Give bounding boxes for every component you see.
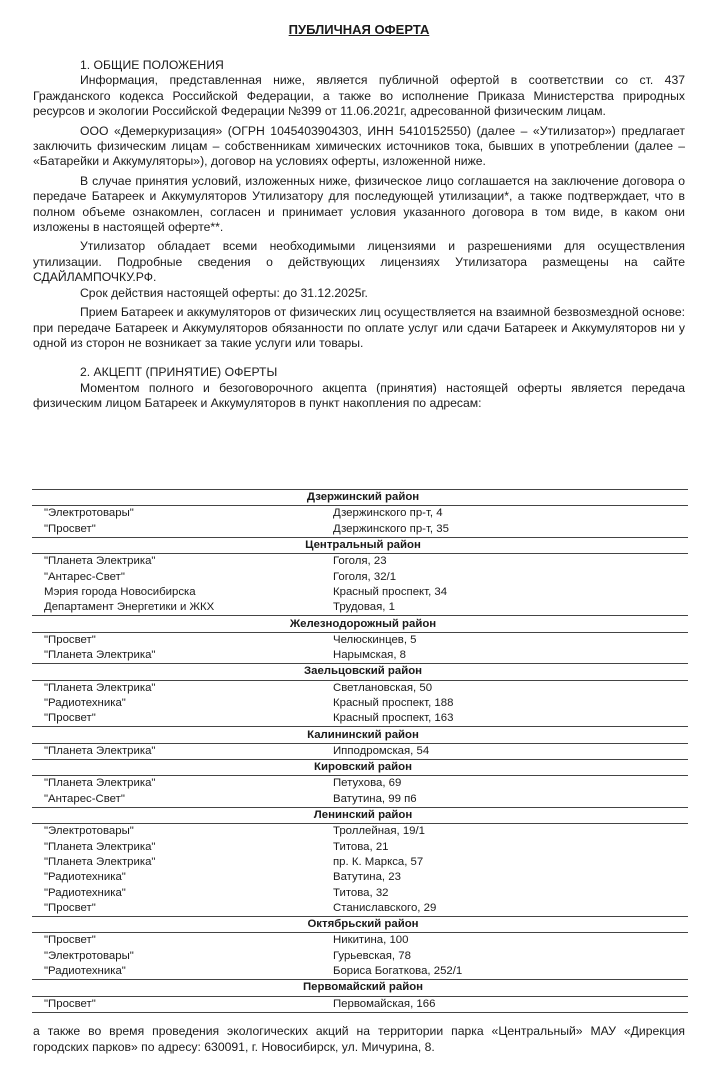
store-name: "Планета Электрика" bbox=[44, 681, 156, 694]
store-address: Гоголя, 32/1 bbox=[333, 570, 397, 583]
collection-point-row bbox=[32, 743, 688, 759]
store-name: "Электротовары" bbox=[44, 825, 134, 838]
district-name: Октябрьский район bbox=[32, 917, 688, 933]
district-row bbox=[32, 727, 688, 743]
collection-point-row bbox=[32, 554, 688, 570]
document-title: ПУБЛИЧНАЯ ОФЕРТА bbox=[288, 22, 430, 37]
store-address: пр. К. Маркса, 57 bbox=[333, 855, 424, 868]
store-address: Гоголя, 23 bbox=[333, 555, 387, 568]
collection-point-row bbox=[32, 696, 688, 711]
store-address: Челюскинцев, 5 bbox=[333, 633, 417, 646]
collection-point-row bbox=[32, 600, 688, 616]
store-address: Ватутина, 99 п6 bbox=[327, 792, 688, 808]
store-name: Мэрия города Новосибирска bbox=[44, 585, 196, 598]
section-1-heading: 1. ОБЩИЕ ПОЛОЖЕНИЯ bbox=[80, 58, 224, 72]
collection-point-row bbox=[32, 776, 688, 792]
collection-point-row bbox=[32, 855, 688, 870]
store-name: "Планета Электрика" bbox=[44, 777, 156, 790]
store-name: "Планета Электрика" bbox=[44, 855, 156, 868]
collection-point-row bbox=[32, 901, 688, 917]
section-1-paragraph: Утилизатор обладает всеми необходимыми лицензиями и разрешениями для осуществления утилизации. Подробные сведения о действующих лицензиях Утилизатора размещены на сайте СДАЙЛАМПОЧКУ.РФ. bbox=[33, 239, 685, 285]
store-address: Дзержинского пр-т, 4 bbox=[333, 507, 443, 520]
store-address: Трудовая, 1 bbox=[327, 600, 688, 616]
store-address: Светлановская, 50 bbox=[333, 681, 433, 694]
store-name: "Просвет" bbox=[32, 996, 327, 1012]
store-name: "Планета Электрика" bbox=[32, 648, 327, 664]
district-row bbox=[32, 980, 688, 996]
collection-point-row bbox=[32, 840, 688, 855]
store-name: "Радиотехника" bbox=[44, 886, 126, 899]
store-name: "Просвет" bbox=[32, 522, 327, 538]
district-name: Дзержинский район bbox=[32, 490, 688, 506]
collection-point-row bbox=[32, 632, 688, 648]
section-1-paragraph: В случае принятия условий, изложенных ниже, физическое лицо соглашается на заключение договора о передаче Батареек и Аккумуляторов Утилизатору для последующей утилизации*, а также подтверждает, что в полном объеме ознакомлен, согласен и принимает условия указанного договора в том виде, в каком они изложены в настоящей оферте**. bbox=[33, 173, 685, 235]
store-address: Нарымская, 8 bbox=[327, 648, 688, 664]
store-name: "Планета Электрика" bbox=[32, 743, 327, 759]
store-name: "Антарес-Свет" bbox=[44, 570, 125, 583]
collection-point-row bbox=[32, 522, 688, 538]
section-1-paragraph: Срок действия настоящей оферты: до 31.12.2025г. bbox=[80, 285, 368, 300]
store-address: Ватутина, 23 bbox=[333, 871, 401, 884]
collection-point-row bbox=[32, 680, 688, 696]
store-address: Дзержинского пр-т, 35 bbox=[327, 522, 688, 538]
collection-point-row bbox=[32, 964, 688, 980]
collection-point-row bbox=[32, 585, 688, 600]
store-name: "Электротовары" bbox=[44, 949, 134, 962]
store-address: Титова, 21 bbox=[333, 840, 389, 853]
collection-point-row bbox=[32, 885, 688, 900]
section-2-heading: 2. АКЦЕПТ (ПРИНЯТИЕ) ОФЕРТЫ bbox=[80, 365, 278, 380]
store-address: Никитина, 100 bbox=[333, 934, 409, 947]
collection-point-row bbox=[32, 792, 688, 808]
district-row bbox=[32, 490, 688, 506]
section-1 bbox=[33, 58, 685, 412]
district-row bbox=[32, 760, 688, 776]
collection-point-row bbox=[32, 824, 688, 840]
store-name: "Просвет" bbox=[32, 711, 327, 727]
district-name: Заельцовский район bbox=[32, 664, 688, 680]
collection-points-table bbox=[32, 489, 688, 1013]
district-name: Первомайский район bbox=[32, 980, 688, 996]
store-address: Первомайская, 166 bbox=[327, 996, 688, 1012]
store-name: Департамент Энергетики и ЖКХ bbox=[32, 600, 327, 616]
store-address: Титова, 32 bbox=[333, 886, 389, 899]
store-address: Красный проспект, 163 bbox=[327, 711, 688, 727]
collection-point-row bbox=[32, 506, 688, 522]
district-row bbox=[32, 664, 688, 680]
collection-point-row bbox=[32, 870, 688, 885]
section-1-paragraph: ООО «Демеркуризация» (ОГРН 1045403904303, ИНН 5410152550) (далее – «Утилизатор») предлагает заключить физическим лицам – собственникам химических источников тока, бывших в употреблении (далее – «Батарейки и Аккумуляторы»), договор на условиях оферты, изложенной ниже. bbox=[33, 123, 685, 169]
store-address: Красный проспект, 34 bbox=[333, 585, 448, 598]
store-name: "Радиотехника" bbox=[44, 697, 126, 709]
district-row bbox=[32, 917, 688, 933]
section-1-paragraph: Прием Батареек и аккумуляторов от физических лиц осуществляется на взаимной безвозмездной основе: при передаче Батареек и Аккумуляторов обязанности по оплате услуг или сдачи Батареек и Аккумуляторов ни у одной из сторон не возникает за такие услуги или товары. bbox=[33, 305, 685, 350]
district-name: Калининский район bbox=[32, 727, 688, 743]
district-name: Кировский район bbox=[32, 760, 688, 776]
collection-point-row bbox=[32, 949, 688, 964]
store-name: "Просвет" bbox=[44, 934, 96, 947]
store-name: "Радиотехника" bbox=[44, 871, 126, 884]
district-name: Центральный район bbox=[32, 537, 688, 553]
district-row bbox=[32, 616, 688, 632]
store-address: Станиславского, 29 bbox=[327, 901, 688, 917]
district-row bbox=[32, 537, 688, 553]
collection-point-row bbox=[32, 569, 688, 584]
store-name: "Антарес-Свет" bbox=[32, 792, 327, 808]
district-name: Железнодорожный район bbox=[32, 616, 688, 632]
store-address: Гурьевская, 78 bbox=[333, 949, 411, 962]
store-address: Красный проспект, 188 bbox=[333, 697, 454, 709]
collection-point-row bbox=[32, 711, 688, 727]
collection-point-row bbox=[32, 648, 688, 664]
store-address: Троллейная, 19/1 bbox=[333, 825, 426, 838]
footer-note: а также во время проведения экологических акций на территории парка «Центральный» МАУ «Дирекция городских парков» по адресу: 630091, г. Новосибирск, ул. Мичурина, 8. bbox=[33, 1024, 685, 1054]
district-row bbox=[32, 807, 688, 823]
store-name: "Планета Электрика" bbox=[44, 555, 156, 568]
store-name: "Просвет" bbox=[32, 901, 327, 917]
collection-point-row bbox=[32, 933, 688, 949]
store-name: "Просвет" bbox=[44, 633, 96, 646]
district-name: Ленинский район bbox=[32, 807, 688, 823]
store-address: Петухова, 69 bbox=[333, 777, 402, 790]
collection-point-row bbox=[32, 996, 688, 1012]
section-1-paragraph: Информация, представленная ниже, является публичной офертой в соответствии со ст. 437 Гражданского кодекса Российской Федерации, а также во исполнение Приказа Министерства природных ресурсов и экологии Российской Федерации №399 от 11.06.2021г, адресованной физическим лицам. bbox=[33, 73, 685, 119]
store-address: Ипподромская, 54 bbox=[327, 743, 688, 759]
store-name: "Радиотехника" bbox=[32, 964, 327, 980]
store-name: "Планета Электрика" bbox=[44, 840, 156, 853]
store-address: Бориса Богаткова, 252/1 bbox=[327, 964, 688, 980]
section-2-intro: Моментом полного и безоговорочного акцепта (принятия) настоящей оферты является передача физическим лицом Батареек и Аккумуляторов в пункт накопления по адресам: bbox=[33, 380, 685, 411]
store-name: "Электротовары" bbox=[44, 507, 134, 520]
